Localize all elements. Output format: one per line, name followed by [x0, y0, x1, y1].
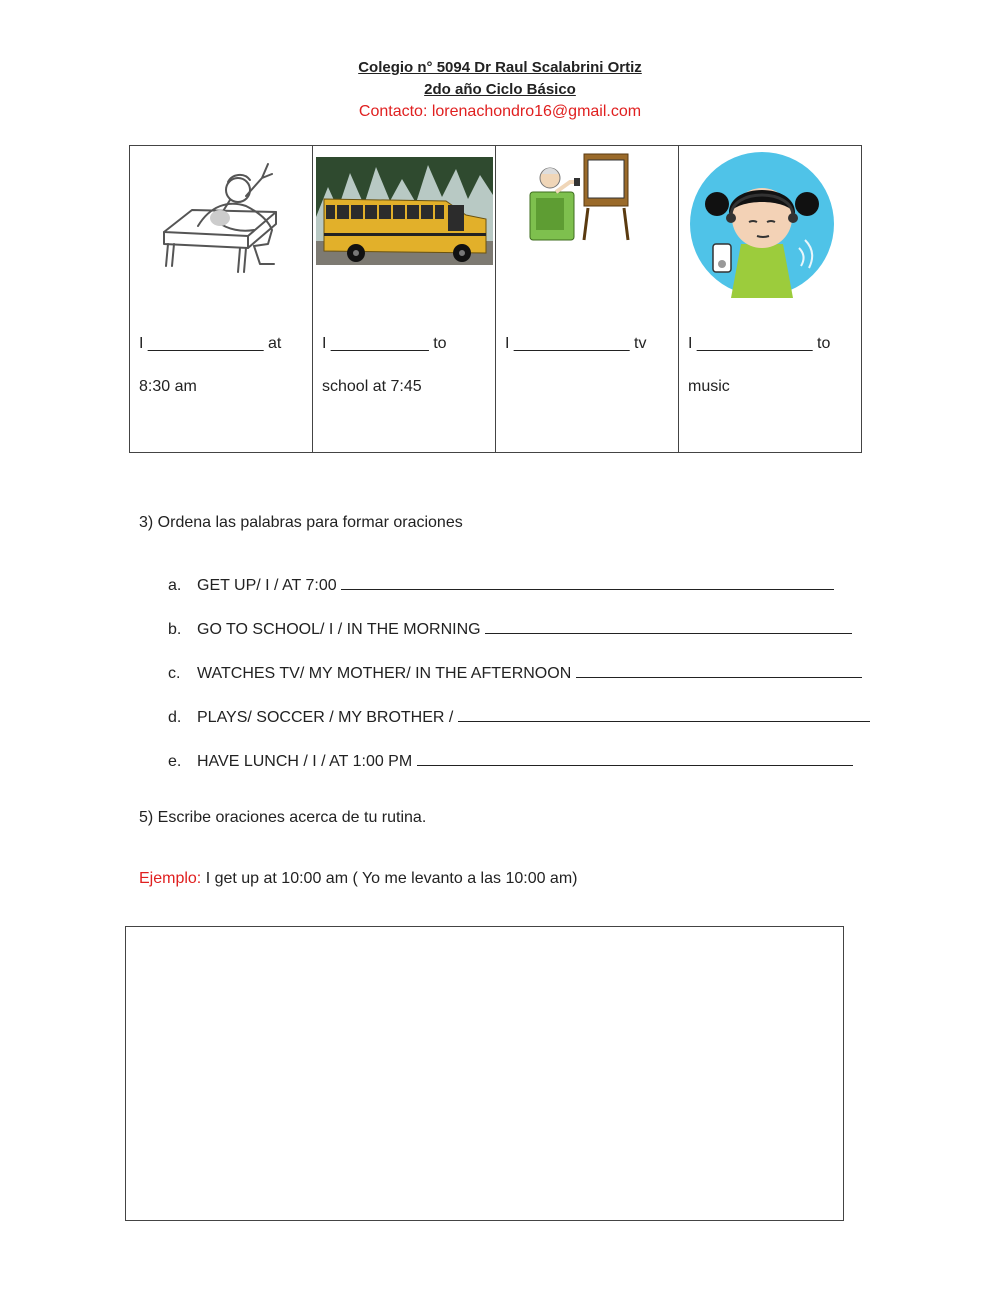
example-label: Ejemplo: — [139, 870, 202, 887]
item-words: PLAYS/ SOCCER / MY BROTHER / — [197, 709, 454, 726]
school-name: Colegio n° 5094 Dr Raul Scalabrini Ortiz — [358, 59, 642, 76]
item-letter: b. — [168, 621, 182, 638]
sentence-school-bus — [322, 322, 487, 408]
answer-line[interactable] — [341, 574, 834, 590]
answer-line[interactable] — [485, 618, 852, 634]
picture-cell-watch-tv — [496, 146, 679, 453]
sentence-line: I _____________ at — [139, 335, 282, 352]
sentence-watch-tv — [505, 322, 670, 365]
picture-cell-listen-music — [679, 146, 862, 453]
answer-line[interactable] — [576, 662, 862, 678]
list-item — [168, 706, 870, 750]
exercise-5-title: 5) Escribe oraciones acerca de tu rutina. — [139, 809, 427, 826]
answer-line[interactable] — [417, 750, 853, 766]
sentence-line: school at 7:45 — [322, 378, 422, 395]
list-item — [168, 750, 870, 794]
item-letter: a. — [168, 577, 182, 594]
example-text: I get up at 10:00 am ( Yo me levanto a las 10:00 am) — [201, 870, 578, 887]
sentence-line: music — [688, 378, 730, 395]
sentence-wake-up — [139, 322, 304, 408]
answer-line[interactable] — [458, 706, 870, 722]
school-bus-icon — [316, 157, 493, 265]
man-watching-tv-icon — [526, 152, 634, 246]
list-item — [168, 662, 870, 706]
sentence-line: I _____________ to — [688, 335, 831, 352]
girl-listening-music-icon — [687, 148, 837, 300]
exercise-3-list — [168, 574, 870, 794]
item-words: GO TO SCHOOL/ I / IN THE MORNING — [197, 621, 481, 638]
list-item — [168, 618, 870, 662]
sentence-line: 8:30 am — [139, 378, 197, 395]
picture-table — [129, 145, 862, 453]
boy-waking-up-icon — [158, 160, 308, 280]
item-letter: e. — [168, 753, 182, 770]
contact-email: Contacto: lorenachondro16@gmail.com — [358, 103, 642, 120]
list-item — [168, 574, 870, 618]
item-words: HAVE LUNCH / I / AT 1:00 PM — [197, 753, 413, 770]
example-sentence — [139, 870, 577, 888]
item-words: GET UP/ I / AT 7:00 — [197, 577, 337, 594]
course-name: 2do año Ciclo Básico — [424, 81, 576, 98]
sentence-line: I _____________ tv — [505, 335, 647, 352]
exercise-3-title: 3) Ordena las palabras para formar oraciones — [139, 514, 463, 531]
picture-cell-school-bus — [313, 146, 496, 453]
routine-answer-box[interactable] — [125, 926, 844, 1221]
item-words: WATCHES TV/ MY MOTHER/ IN THE AFTERNOON — [197, 665, 572, 682]
sentence-listen-music — [688, 322, 853, 408]
item-letter: c. — [168, 665, 181, 682]
sentence-line: I ___________ to — [322, 335, 447, 352]
item-letter: d. — [168, 709, 182, 726]
picture-cell-wake-up — [130, 146, 313, 453]
